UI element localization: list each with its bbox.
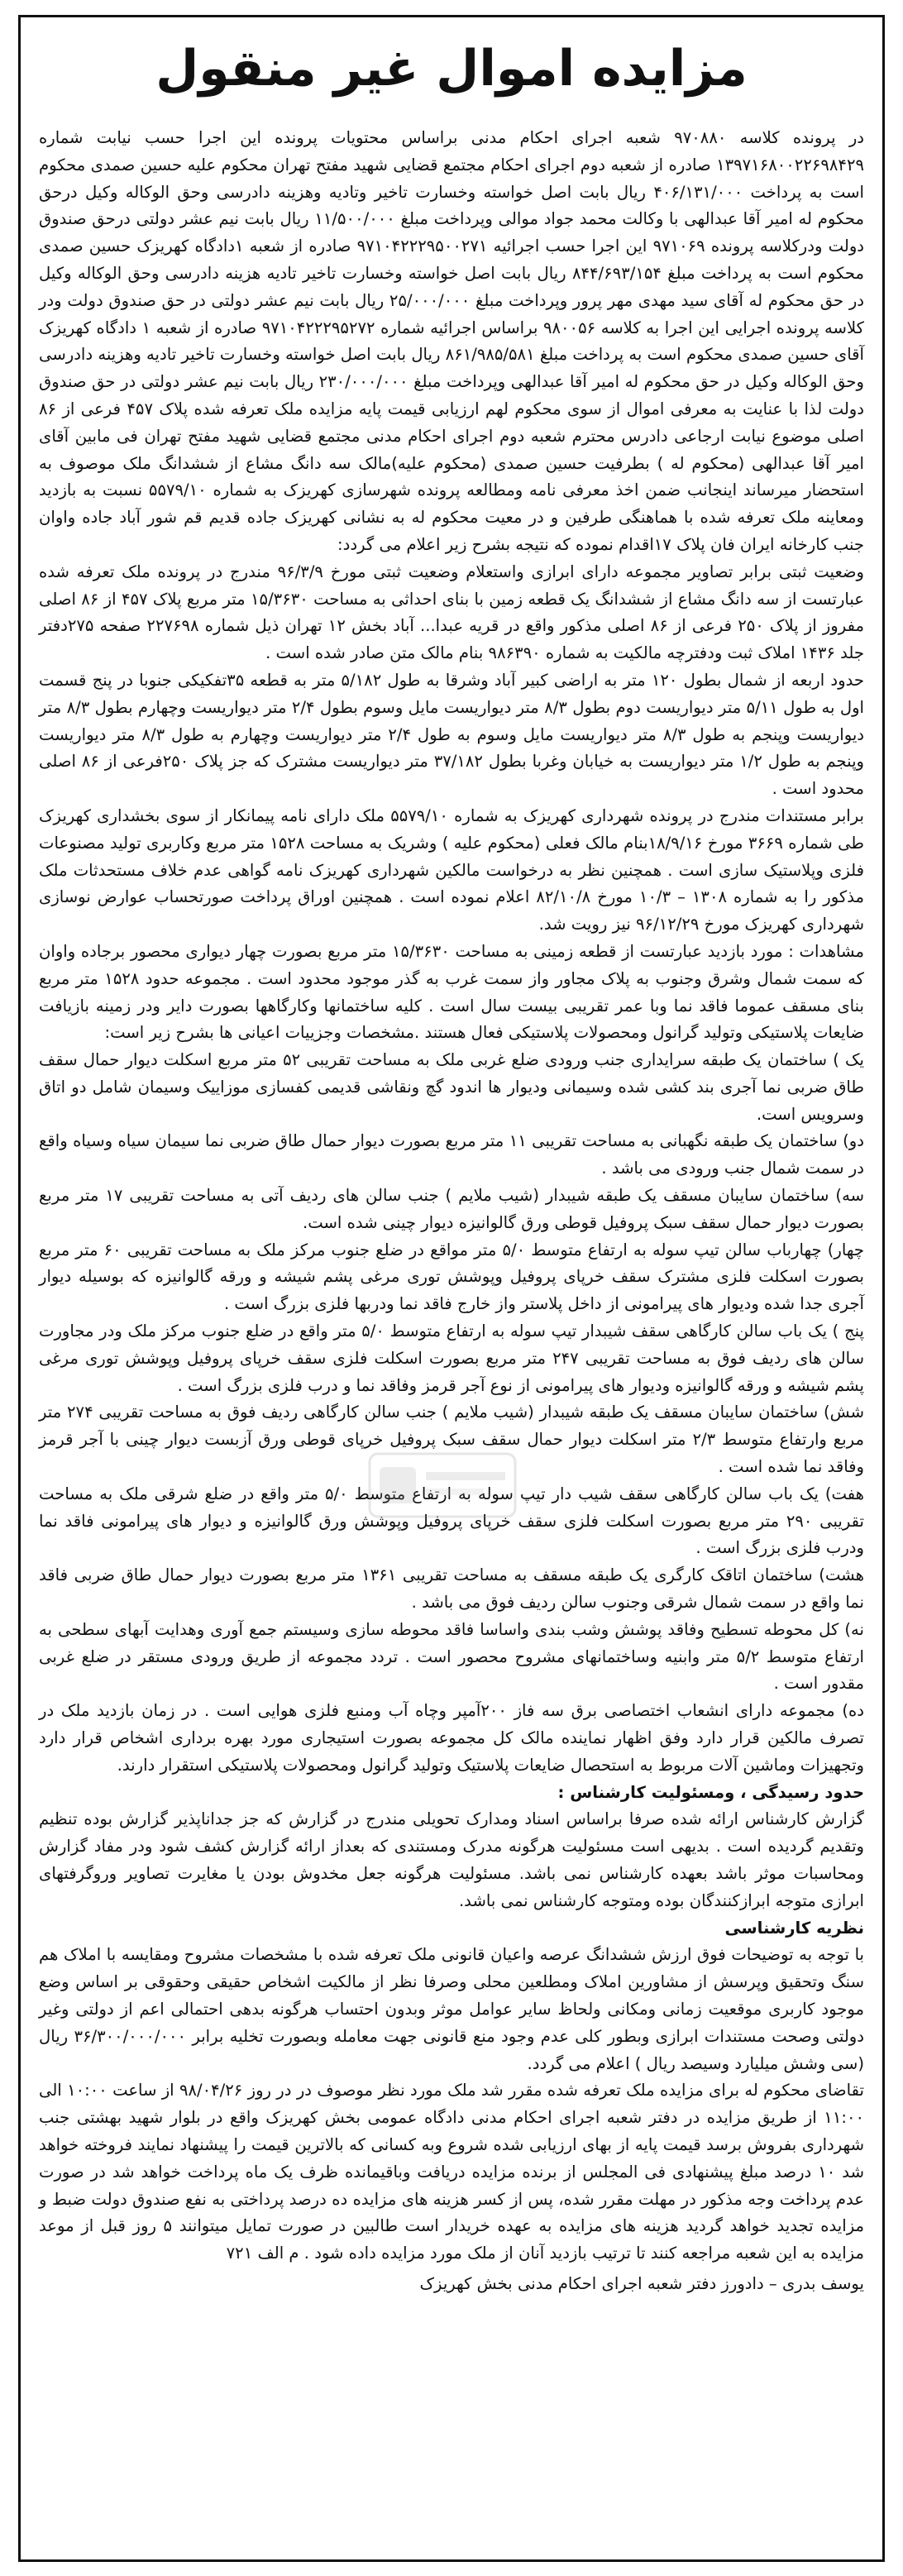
paragraph-responsibility: گزارش کارشناس ارائه شده صرفا براساس اسناد ومدارک تحویلی مندرج در گزارش که جز جداناپذیر گزارش بوده تنظیم وتقدیم گردیده است . بدیهی است مسئولیت هرگونه مدرک ومستندی که بعداز ارائه گزارش کشف شود ودر مفاد گزارش ومحاسبات موثر باشد بعهده کارشناس نمی باشد. مسئولیت هرگونه جعل مخدوش بودن یا مغایرت تصاویر وروگرفتهای ابرازی متوجه ابرازکنندگان بوده ومتوجه کارشناس نمی باشد.	[39, 1809, 864, 1910]
heading-expert-opinion: نظریه کارشناسی	[724, 1918, 864, 1938]
paragraph-item-4: چهار) چهارباب سالن تیپ سوله به ارتفاع متوسط ۵/۰ متر مواقع در ضلع جنوب مرکز ملک به مساحت تقریبی ۶۰ متر مربع بصورت اسکلت فلزی مشترک سقف خرپای پروفیل وپوشش توری مرغی پشم شیشه و ورقه گالوانیزه که بوسیله دیوار آجری جدا شده ودیوار های پیرامونی از داخل پلاستر واز خارج فاقد نما ودربها فلزی بزرگ است .	[39, 1240, 864, 1314]
paragraph-item-6: شش) ساختمان سایبان مسقف یک طبقه شیبدار (شیب ملایم ) جنب سالن کارگاهی ردیف فوق به مساحت تقریبی ۲۷۴ متر مربع وارتفاع متوسط ۲/۳ متر اسکلت دیوار حمال سقف سبک پروفیل خرپای قوطی ورق آزبست دیوار چینی با آجر قرمز وفاقد نما شده است .	[39, 1403, 865, 1477]
paragraph-auction-terms: تقاضای محکوم له برای مزایده ملک تعرفه شده مقرر شد ملک مورد نظر موصوف در در روز ۹۸/۰۴/۲۶ از ساعت ۱۰:۰۰ الی ۱۱:۰۰ از طریق مزایده در دفتر شعبه اجرای احکام مدنی دادگاه عمومی بخش کهریزک واقع در بلوار شهید بهشتی جنب شهرداری بفروش برسد قیمت پایه از بهای ارزیابی شده شروع وبه کسانی که بالاترین قیمت را پیشنهاد نمایند فروخته خواهد شد ۱۰ درصد مبلغ پیشنهادی فی المجلس از برنده مزایده دریافت وباقیمانده ظرف یک ماه پرداخت خواهد شد در صورت عدم پرداخت وجه مذکور در مهلت مقرر شده، پس از کسر هزینه های مزایده ده درصد پرداختی به نفع صندوق دولت ضبط و مزایده تجدید خواهد گردید هزینه های مزایده به عهده خریدار است طالبین در صورت تمایل میتوانند ۵ روز قبل از موعد مزایده به این شعبه مراجعه کنند تا ترتیب بازدید آنان از ملک مورد مزایده داده شود . م الف ۷۲۱	[39, 2081, 865, 2263]
paragraph-boundaries: حدود اربعه از شمال بطول ۱۲۰ متر به اراضی کبیر آباد وشرقا به طول ۵/۱۸۲ متر به قطعه ۳۵تفکیکی جنوبا در پنج قسمت اول به طول ۵/۱۱ متر دیواریست دوم بطول ۸/۳ متر دیواریست مایل وسوم بطول ۲/۴ متر دیواریست وچهارم بطول ۸/۳ متر دیواریست وپنجم به طول ۸/۳ متر دیواریست مایل وسوم به طول ۲/۴ متر دیواریست وچهارم به طول ۸/۳ متر دیواریست وپنجم به طول ۱/۲ متر دیواریست به خیابان وغربا بطول ۳۷/۱۸۲ متر دیواریست مشترک که جز پلاک ۲۵۰فرعی از ۸۶ اصلی محدود است .	[39, 670, 864, 799]
notice-title: مزایده اموال غیر منقول	[155, 40, 748, 98]
paragraph-valuation: با توجه به توضیحات فوق ارزش ششدانگ عرصه واعیان قانونی ملک تعرفه شده با مشخصات مشروح ومقایسه با املاک هم سنگ وتحقیق وپرسش از مشاورین املاک ومطلعین محلی وصرفا نظر از مالکیت اشخاص حقیقی وحقوقی بر اساس وضع موجود کاربری موقعیت زمانی ومکانی ولحاظ سایر عوامل موثر وبدون احتساب هرگونه بدهی احتمالی اعم از دولتی وغیر دولتی وصحت مستندات ابرازی وبطور کلی عدم وجود منع قانونی جهت معامله وبصورت تخلیه برابر ۳۶/۳۰۰/۰۰۰/۰۰۰ ریال (سی وشش میلیارد وسیصد ریال ) اعلام می گردد.	[39, 1945, 864, 2073]
paragraph-item-2: دو) ساختمان یک طبقه نگهبانی به مساحت تقریبی ۱۱ متر مربع بصورت دیوار حمال طاق ضربی نما سیمان سیاه وسیاه واقع در سمت شمال جنب ورودی می باشد .	[39, 1131, 864, 1178]
paragraph-item-3: سه) ساختمان سایبان مسقف یک طبقه شیبدار (شیب ملایم ) جنب سالن های ردیف آتی به مساحت تقریبی ۱۷ متر مربع بصورت دیوار حمال سقف سبک پروفیل قوطی ورق گالوانیزه دیوار چینی شده است.	[39, 1186, 864, 1232]
title-wrap	[39, 34, 864, 103]
paragraph-item-5: پنج ) یک باب سالن کارگاهی سقف شیبدار تیپ سوله به ارتفاع متوسط ۵/۰ متر واقع در ضلع جنوب مرکز ملک ودر مجاورت سالن های ردیف فوق به مساحت تقریبی ۲۴۷ متر مربع بصورت اسکلت فلزی سقف خرپای پروفیل وپوشش توری مرغی پشم شیشه و ورقه گالوانیزه ودیوار های پیرامونی از نوع آجر قرمز وفاقد نما و درب فلزی بزرگ است .	[39, 1321, 864, 1395]
notice-body	[39, 125, 864, 2268]
paragraph-registration: وضعیت ثبتی برابر تصاویر مجموعه دارای ابرازی واستعلام وضعیت ثبتی مورخ ۹۶/۳/۹ مندرج در پرونده ملک تعرفه شده عبارتست از سه دانگ مشاع از ششدانگ یک قطعه زمین با بنای احداثی به مساحت ۱۵/۳۶۳۰ متر مربع پلاک ۴۵۷ از ۸۶ اصلی مفروز از پلاک ۲۵۰ فرعی از ۸۶ اصلی مذکور واقع در قریه عبدا... آباد بخش ۱۲ تهران ذیل شماره ۲۲۷۶۹۸ صفحه ۲۷۵دفتر جلد ۱۴۳۶ املاک ثبت ودفترچه مالکیت به شماره ۹۸۶۳۹۰ بنام مالک متن صادر شده است .	[39, 562, 864, 663]
paragraph-intro: در پرونده کلاسه ۹۷۰۸۸۰ شعبه اجرای احکام مدنی براساس محتویات پرونده این اجرا حسب نیابت شماره ۱۳۹۷۱۶۸۰۰۲۲۶۹۸۴۲۹ صادره از شعبه دوم اجرای احکام مجتمع قضایی شهید مفتح تهران محکوم علیه حسین صمدی محکوم است به پرداخت ۴۰۶/۱۳۱/۰۰۰ ریال بابت اصل خواسته وخسارت تاخیر وتادیه وهزینه دادرسی وحق الوکاله وکیل درحق محکوم له امیر آقا عبدالهی با وکالت محمد جواد موالی وپرداخت مبلغ ۱۱/۵۰۰/۰۰۰ ریال بابت نیم عشر دولتی درحق صندوق دولت ودرکلاسه پرونده ۹۷۱۰۶۹ این اجرا حسب اجرائیه ۹۷۱۰۴۲۲۲۹۵۰۰۲۷۱ صادره از شعبه ۱دادگاه کهریزک حسین صمدی محکوم است به پرداخت مبلغ ۸۴۴/۶۹۳/۱۵۴ ریال بابت اصل خواسته وخسارت تاخیر تادیه هزینه دادرسی وحق الوکاله وکیل در حق محکوم له آقای سید مهدی مهر پرور وپرداخت مبلغ ۲۵/۰۰۰/۰۰۰ ریال بابت نیم عشر دولتی در حق صندوق دولت ودر کلاسه پرونده اجرایی این اجرا به کلاسه ۹۸۰۰۵۶ براساس اجرائیه شماره ۹۷۱۰۴۲۲۲۹۵۲۷۲ صادره از شعبه ۱ دادگاه کهریزک آقای حسین صمدی محکوم است به پرداخت مبلغ ۸۶۱/۹۸۵/۵۸۱ ریال بابت اصل خواسته وخسارت تاخیر تادیه وهزینه دادرسی وحق الوکاله وکیل در حق محکوم له امیر آقا عبدالهی وپرداخت مبلغ ۲۳۰/۰۰۰/۰۰۰ ریال بابت نیم عشر دولتی در حق صندوق دولت لذا با عنایت به معرفی اموال از سوی محکوم لهم ارزیابی قیمت پایه مزایده ملک تعرفه شده پلاک ۴۵۷ فرعی از ۸۶ اصلی موضوع نیابت ارجاعی دادرس محترم شعبه دوم اجرای احکام مدنی مجتمع قضایی شهید مفتح تهران فی مابین آقای امیر آقا عبدالهی (محکوم له ) بطرفیت حسین صمدی (محکوم علیه)مالک سه دانگ مشاع از ششدانگ ملک موصوف به استحضار میرساند اینجانب ضمن اخذ معرفی نامه ومطالعه پرونده شهرسازی کهریزک به شماره ۵۵۷۹/۱۰ نسبت به بازدید ومعاینه ملک تعرفه شده با هماهنگی طرفین و در معیت محکوم له به نشانی کهریزک جاده قدیم قم شور آباد جاده واوان جنب کارخانه ایران فان پلاک ۱۷اقدام نموده که نتیجه بشرح زیر اعلام می گردد:	[39, 128, 865, 554]
heading-scope: حدود رسیدگی ، ومسئولیت کارشناس :	[557, 1782, 864, 1802]
signature: یوسف بدری – دادورز دفتر شعبه اجرای احکام مدنی بخش کهریزک	[419, 2273, 864, 2293]
paragraph-item-1: یک ) ساختمان یک طبقه سرایداری جنب ورودی ضلع غربی ملک به مساحت تقریبی ۵۲ متر مربع اسکلت دیوار حمال سقف طاق ضربی نما آجری بند کشی شده وسیمانی ودیوار ها اندود گچ ونقاشی قدیمی کفسازی موزاییک وسیمان شامل دو اتاق وسرویس است.	[39, 1050, 864, 1124]
paragraph-observations: مشاهدات : مورد بازدید عبارتست از قطعه زمینی به مساحت ۱۵/۳۶۳۰ متر مربع بصورت چهار دیواری محصور برجاده واوان که سمت شمال وشرق وجنوب به پلاک مجاور واز سمت غرب به گذر موجود محدود است . مجموعه حدود ۱۵۲۸ متر مربع بنای مسقف عموما فاقد نما وبا عمر تقریبی بیست سال است . کلیه ساختمانها وکارگاهها بصورت دایر ودر زمینه بازیافت ضایعات پلاستیکی وتولید گرانول ومحصولات پلاستیکی فعال هستند .مشخصات وجزییات اعیانی ها بشرح زیر است:	[39, 941, 864, 1043]
paragraph-item-7: هفت) یک باب سالن کارگاهی سقف شیب دار تیپ سوله به ارتفاع متوسط ۵/۰ متر واقع در ضلع شرقی ملک به مساحت تقریبی ۲۹۰ متر مربع بصورت اسکلت فلزی سقف خرپای پروفیل وپوشش ورق گالوانیزه و دیوار های پیرامونی فاقد نما ودرب فلزی بزرگ است .	[39, 1484, 864, 1558]
paragraph-item-9: نه) کل محوطه تسطیح وفاقد پوشش وشب بندی واساسا فاقد محوطه سازی وسیستم جمع آوری وهدایت آبهای سطحی به ارتفاع متوسط ۵/۲ متر وابنیه وساختمانهای مشروح محصور است . تردد مجموعه از طریق ورودی مستقر در ضلع غربی مقدور است .	[39, 1619, 865, 1694]
notice-frame	[18, 15, 885, 2562]
paragraph-municipality: برابر مستندات مندرج در پرونده شهرداری کهریزک به شماره ۵۵۷۹/۱۰ ملک دارای نامه پیمانکار از سوی بخشداری کهریزک طی شماره ۳۶۶۹ مورخ ۱۸/۹/۱۶بنام مالک فعلی (محکوم علیه ) وشریک به مساحت ۱۵۲۸ متر مربع وکاربری تولید مصنوعات فلزی وپلاستیک سازی است . همچنین نظر به درخواست مالکین شهرداری کهریزک نامه گواهی عدم خلاف مستحدثات ملک مذکور را به شماره ۱۳۰۸ – ۱۰/۳ مورخ ۸۲/۱۰/۸ اعلام نموده است . همچنین اوراق پرداخت صورتحساب عوارض نوسازی شهرداری کهریزک مورخ ۹۶/۱۲/۲۹ نیز رویت شد.	[39, 805, 865, 934]
paragraph-item-8: هشت) ساختمان اتاقک کارگری یک طبقه مسقف به مساحت تقریبی ۱۳۶۱ متر مربع بصورت دیوار حمال طاق ضربی فاقد نما واقع در سمت شمال شرقی وجنوب سالن ردیف فوق می باشد .	[39, 1565, 864, 1613]
paragraph-item-10: ده) مجموعه دارای انشعاب اختصاصی برق سه فاز ۲۰۰آمپر وچاه آب ومنبع فلزی هوایی است . در زمان بازدید ملک در تصرف مالکین قرار دارد وفق اظهار نماینده مالک کل مجموعه بصورت استیجاری مورد بهره برداری اشخاص قرار دارد وتجهیزات وماشین آلات مربوط به استحصال ضایعات پلاستیک وتولید گرانول ومحصولات پلاستیکی استقرار دارند.	[39, 1701, 864, 1775]
